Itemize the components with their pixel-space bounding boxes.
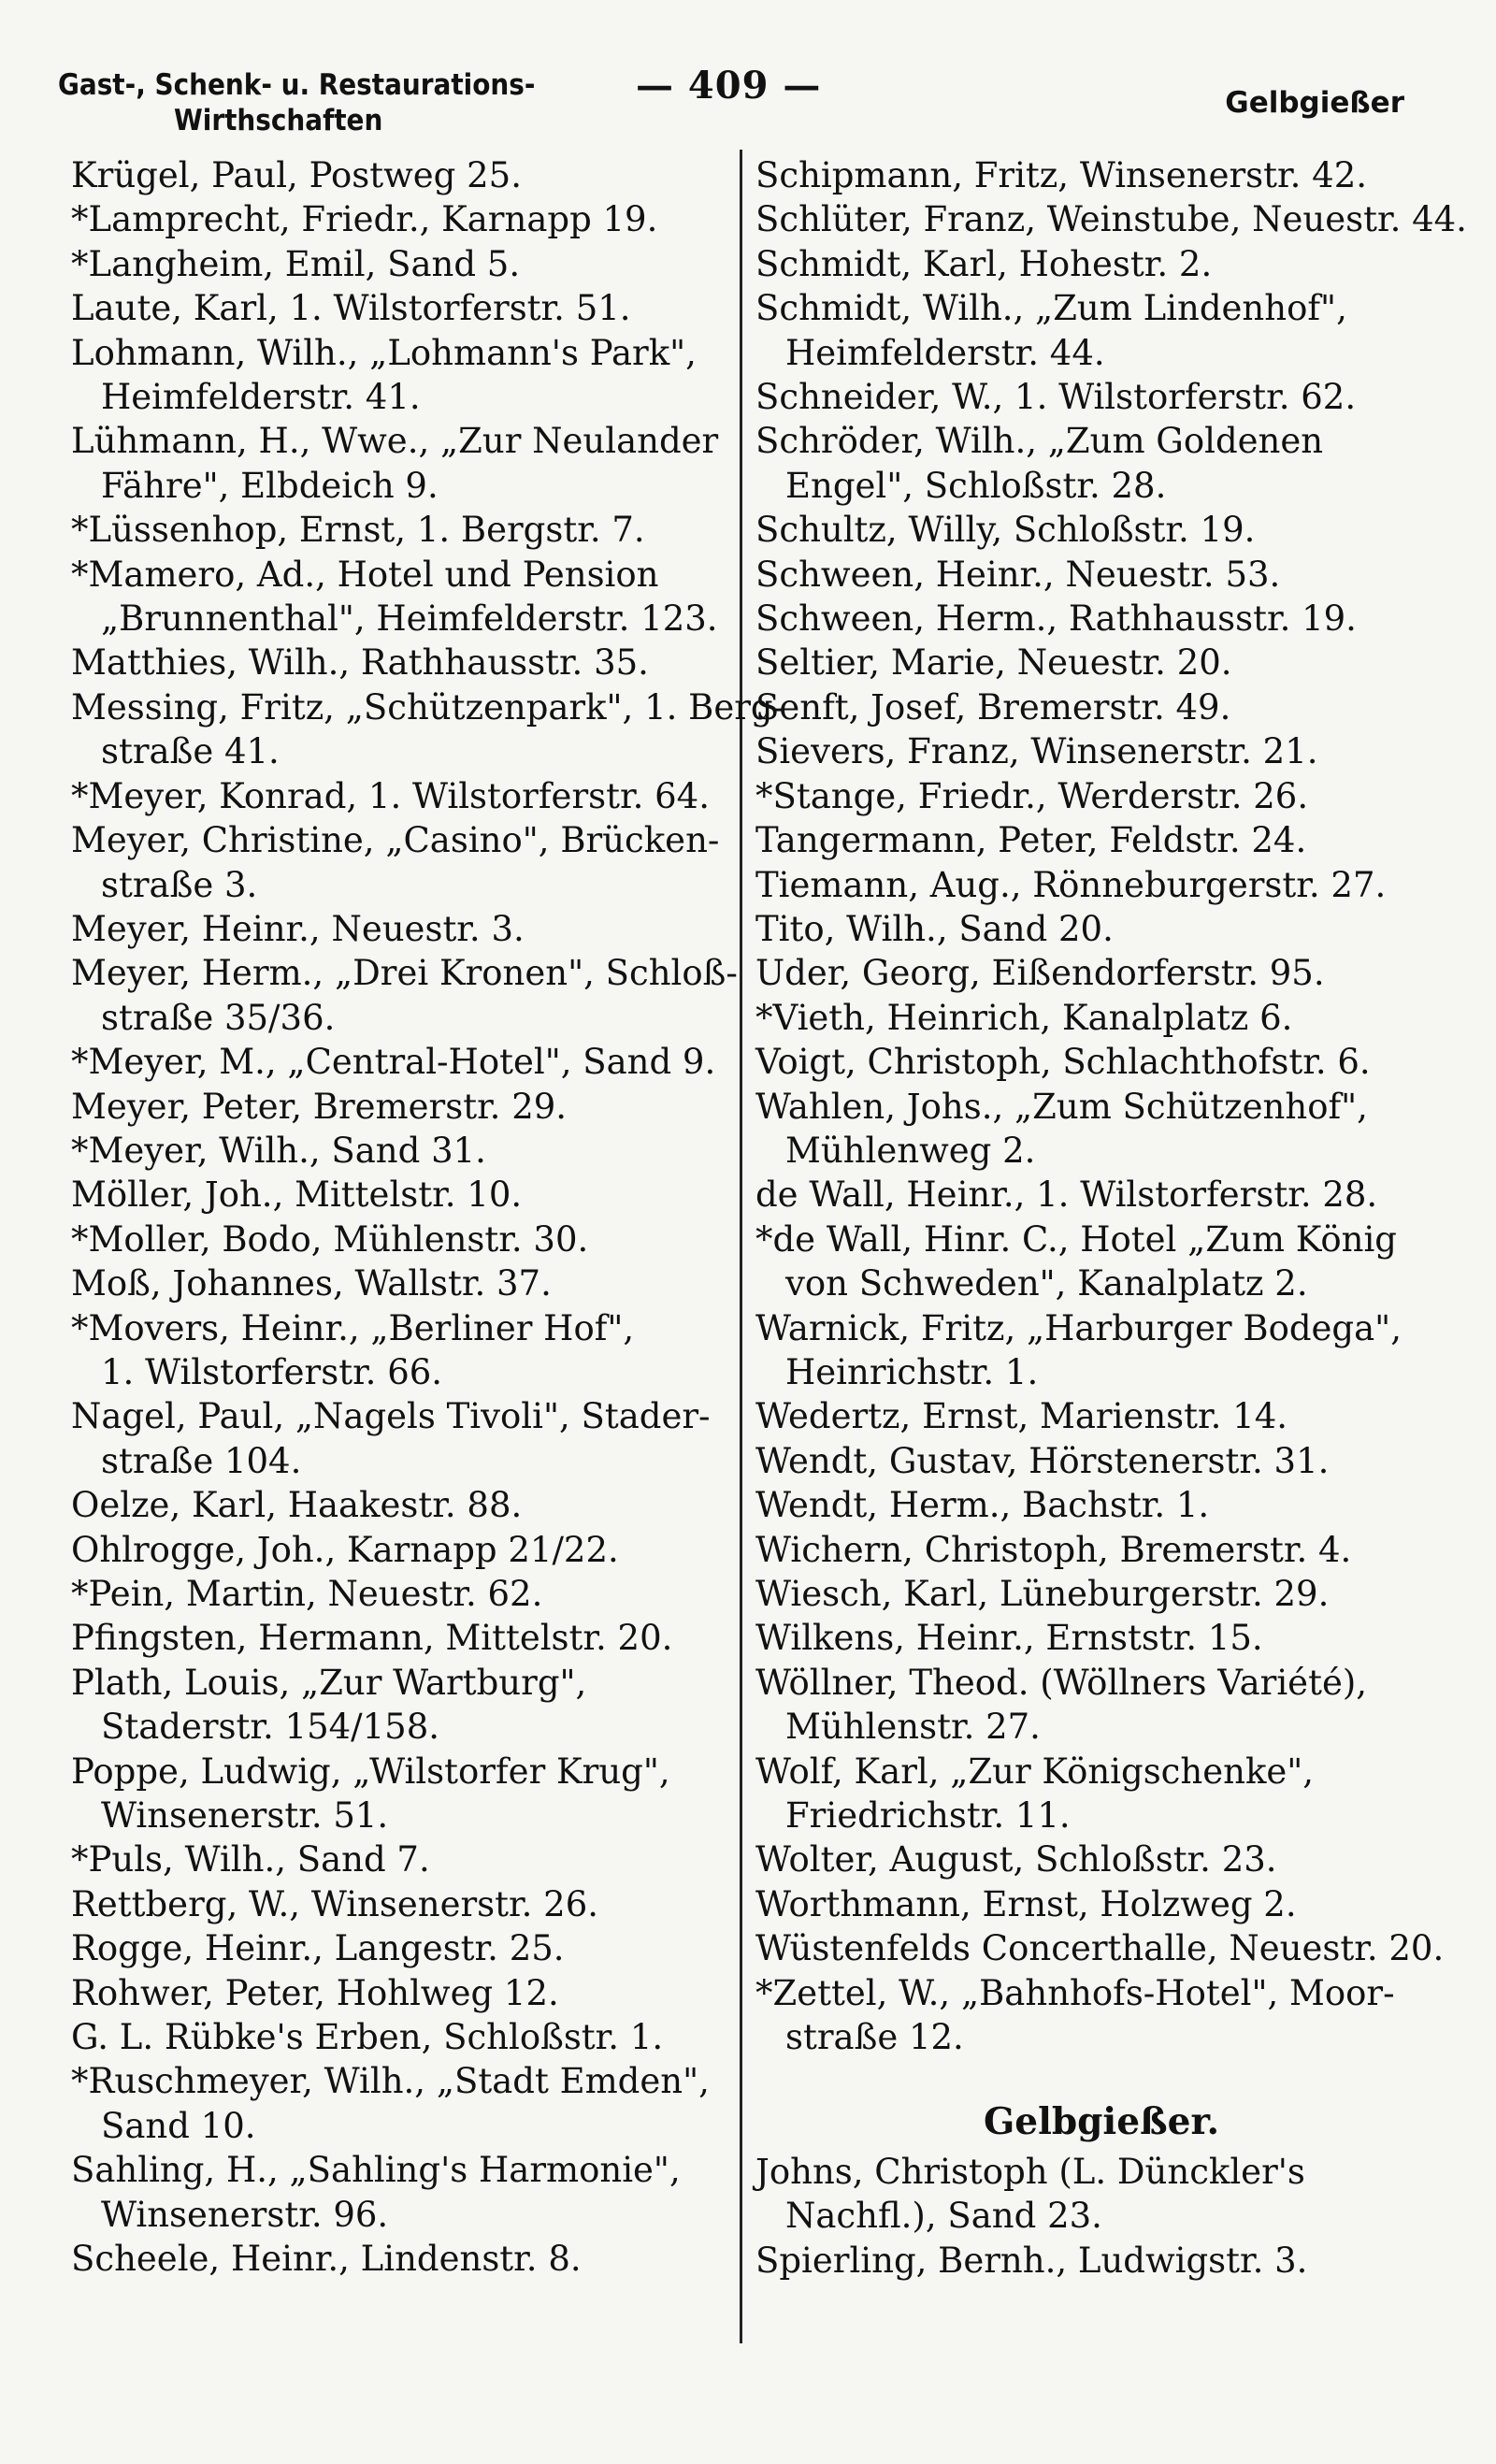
entry-text: Wüstenfelds Concerthalle, Neuestr. 20. xyxy=(755,1928,1445,1969)
directory-entry xyxy=(71,2059,744,2148)
directory-entry xyxy=(71,774,744,818)
directory-entry xyxy=(755,197,1467,241)
directory-entry xyxy=(71,508,744,552)
section-heading: Gelbgießer. xyxy=(983,2100,1220,2144)
directory-entry xyxy=(755,951,1431,995)
directory-entry xyxy=(755,1085,1431,1174)
directory-entry xyxy=(755,2150,1431,2239)
running-head-line-2: Wirthschaften xyxy=(174,104,383,137)
entry-text: Senft, Josef, Bremerstr. 49. xyxy=(755,686,1231,728)
entry-text: Meyer, Peter, Bremerstr. 29. xyxy=(71,1086,568,1127)
directory-entry xyxy=(755,1616,1431,1660)
directory-entry xyxy=(755,242,1431,286)
entry-continuation: 1. Wilstorferstr. 66. xyxy=(101,1351,443,1392)
entry-text: Meyer, Heinr., Neuestr. 3. xyxy=(71,908,525,949)
directory-entry xyxy=(71,553,744,641)
entry-text: *Puls, Wilh., Sand 7. xyxy=(71,1839,430,1880)
entry-text: Wedertz, Ernst, Marienstr. 14. xyxy=(755,1396,1288,1437)
entry-text: Uder, Georg, Eißendorferstr. 95. xyxy=(755,953,1325,994)
directory-entry xyxy=(755,1837,1431,1881)
entry-text: *Moller, Bodo, Mühlenstr. 30. xyxy=(71,1218,589,1260)
entry-continuation: Mühlenweg 2. xyxy=(785,1130,1036,1171)
right-column-entries xyxy=(755,153,1467,2059)
entry-continuation: straße 12. xyxy=(785,2017,964,2058)
directory-entry xyxy=(71,1173,744,1217)
entry-text: Lohmann, Wilh., „Lohmann's Park", xyxy=(71,332,697,373)
entry-text: Wiesch, Karl, Lüneburgerstr. 29. xyxy=(755,1574,1330,1614)
directory-entry xyxy=(755,1394,1431,1438)
directory-entry xyxy=(755,1040,1431,1084)
page-number: — 409 — xyxy=(636,64,822,108)
directory-entry xyxy=(755,2239,1431,2283)
entry-text: Sievers, Franz, Winsenerstr. 21. xyxy=(755,731,1318,772)
directory-entry xyxy=(71,1085,744,1129)
entry-continuation: Winsenerstr. 51. xyxy=(101,1795,389,1837)
entry-continuation: Winsenerstr. 96. xyxy=(101,2194,389,2235)
directory-entry xyxy=(71,331,744,420)
directory-entry xyxy=(755,553,1431,597)
section-entries xyxy=(755,2150,1431,2283)
entry-text: G. L. Rübke's Erben, Schloßstr. 1. xyxy=(71,2017,664,2058)
entry-text: *Mamero, Ad., Hotel und Pension xyxy=(71,554,659,595)
entry-text: Wolf, Karl, „Zur Königschenke", xyxy=(755,1751,1315,1792)
entry-continuation: Sand 10. xyxy=(101,2105,256,2146)
directory-entry xyxy=(71,1616,744,1660)
entry-text: *Stange, Friedr., Werderstr. 26. xyxy=(755,775,1309,816)
running-head-right: Gelbgießer xyxy=(1225,86,1404,120)
directory-entry xyxy=(755,1926,1445,1970)
entry-text: Seltier, Marie, Neuestr. 20. xyxy=(755,642,1232,684)
entry-continuation: straße 41. xyxy=(101,731,280,772)
directory-entry xyxy=(71,1040,744,1084)
directory-entry xyxy=(71,907,744,951)
directory-entry xyxy=(755,729,1431,773)
entry-text: *Pein, Martin, Neuestr. 62. xyxy=(71,1574,543,1614)
directory-entry xyxy=(755,1528,1431,1572)
entry-text: Schmidt, Wilh., „Zum Lindenhof", xyxy=(755,288,1347,329)
entry-text: Plath, Louis, „Zur Wartburg", xyxy=(71,1662,587,1703)
entry-text: *Ruschmeyer, Wilh., „Stadt Emden", xyxy=(71,2061,710,2102)
entry-continuation: Mühlenstr. 27. xyxy=(785,1707,1041,1748)
entry-text: Meyer, Herm., „Drei Kronen", Schloß- xyxy=(71,953,738,994)
directory-entry xyxy=(755,1971,1431,2060)
entry-text: Sahling, H., „Sahling's Harmonie", xyxy=(71,2150,681,2191)
directory-entry xyxy=(71,2237,744,2281)
directory-entry xyxy=(71,1971,744,2015)
entry-text: Laute, Karl, 1. Wilstorferstr. 51. xyxy=(71,288,631,329)
entry-text: Wendt, Herm., Bachstr. 1. xyxy=(755,1485,1210,1526)
entry-text: Moß, Johannes, Wallstr. 37. xyxy=(71,1263,552,1304)
directory-entry xyxy=(71,1837,744,1881)
entry-continuation: Heimfelderstr. 41. xyxy=(101,377,421,418)
entry-text: Wilkens, Heinr., Ernststr. 15. xyxy=(755,1618,1263,1659)
directory-entry xyxy=(755,1572,1431,1616)
directory-entry xyxy=(71,1750,744,1838)
entry-text: *Lüssenhop, Ernst, 1. Bergstr. 7. xyxy=(71,510,645,551)
directory-entry xyxy=(71,1394,744,1483)
directory-entry xyxy=(71,1926,744,1970)
entry-text: Warnick, Fritz, „Harburger Bodega", xyxy=(755,1307,1402,1348)
directory-entry xyxy=(755,1173,1431,1217)
directory-entry xyxy=(755,996,1431,1040)
entry-text: Lühmann, H., Wwe., „Zur Neulander xyxy=(71,421,719,462)
entry-text: Nagel, Paul, „Nagels Tivoli", Stader- xyxy=(71,1396,711,1437)
entry-text: Poppe, Ludwig, „Wilstorfer Krug", xyxy=(71,1751,670,1792)
directory-entry xyxy=(755,1750,1431,1838)
page-header xyxy=(0,0,1496,140)
entry-text: *Zettel, W., „Bahnhofs-Hotel", Moor- xyxy=(755,1972,1395,2013)
entry-text: *Vieth, Heinrich, Kanalplatz 6. xyxy=(755,997,1293,1038)
directory-entry xyxy=(71,286,744,330)
directory-entry xyxy=(71,951,744,1040)
directory-entry xyxy=(71,1572,744,1616)
entry-text: Schween, Herm., Rathhausstr. 19. xyxy=(755,598,1357,640)
directory-entry xyxy=(755,1439,1431,1483)
entry-text: de Wall, Heinr., 1. Wilstorferstr. 28. xyxy=(755,1174,1378,1216)
directory-entry xyxy=(755,1483,1431,1527)
directory-entry xyxy=(755,286,1431,375)
entry-text: Möller, Joh., Mittelstr. 10. xyxy=(71,1174,523,1216)
directory-entry xyxy=(71,1261,744,1305)
directory-entry xyxy=(755,1661,1431,1750)
entry-text: Worthmann, Ernst, Holzweg 2. xyxy=(755,1883,1297,1924)
left-column xyxy=(71,153,785,2282)
entry-text: Wöllner, Theod. (Wöllners Variété), xyxy=(755,1662,1368,1703)
entry-text: Schween, Heinr., Neuestr. 53. xyxy=(755,554,1281,595)
entry-text: Messing, Fritz, „Schützenpark", 1. Berg- xyxy=(71,686,785,728)
directory-entry xyxy=(71,2148,744,2237)
entry-continuation: Heinrichstr. 1. xyxy=(785,1351,1039,1392)
entry-continuation: Heimfelderstr. 44. xyxy=(785,332,1105,373)
entry-text: Schröder, Wilh., „Zum Goldenen xyxy=(755,421,1324,462)
directory-entry xyxy=(755,375,1431,419)
directory-entry xyxy=(71,1218,744,1261)
directory-entry xyxy=(71,153,744,197)
directory-entry xyxy=(71,1882,744,1926)
entry-text: Rogge, Heinr., Langestr. 25. xyxy=(71,1928,565,1969)
directory-entry xyxy=(71,419,744,508)
directory-entry xyxy=(71,685,785,774)
entry-text: Ohlrogge, Joh., Karnapp 21/22. xyxy=(71,1529,619,1570)
entry-text: *Movers, Heinr., „Berliner Hof", xyxy=(71,1307,635,1348)
directory-entry xyxy=(71,2015,744,2059)
directory-entry xyxy=(755,818,1431,862)
entry-text: Schneider, W., 1. Wilstorferstr. 62. xyxy=(755,377,1357,418)
entry-continuation: straße 104. xyxy=(101,1440,302,1481)
entry-text: Spierling, Bernh., Ludwigstr. 3. xyxy=(755,2240,1308,2281)
entry-text: *Meyer, Konrad, 1. Wilstorferstr. 64. xyxy=(71,775,710,816)
entry-continuation: straße 35/36. xyxy=(101,997,336,1038)
directory-entry xyxy=(71,1661,744,1750)
directory-entry xyxy=(755,508,1431,552)
directory-entry xyxy=(71,1483,744,1527)
entry-text: Schlüter, Franz, Weinstube, Neuestr. 44. xyxy=(755,199,1467,240)
entry-continuation: Engel", Schloßstr. 28. xyxy=(785,465,1167,506)
entry-continuation: Staderstr. 154/158. xyxy=(101,1707,440,1748)
directory-entry xyxy=(755,774,1431,818)
entry-continuation: Fähre", Elbdeich 9. xyxy=(101,465,439,506)
entry-continuation: straße 3. xyxy=(101,864,258,905)
entry-text: Johns, Christoph (L. Dünckler's xyxy=(755,2151,1305,2192)
entry-text: Matthies, Wilh., Rathhausstr. 35. xyxy=(71,642,649,684)
entry-text: *Lamprecht, Friedr., Karnapp 19. xyxy=(71,199,658,240)
entry-text: Wolter, August, Schloßstr. 23. xyxy=(755,1839,1277,1880)
entry-text: Voigt, Christoph, Schlachthofstr. 6. xyxy=(755,1042,1371,1083)
entry-continuation: „Brunnenthal", Heimfelderstr. 123. xyxy=(101,598,718,640)
entry-text: Krügel, Paul, Postweg 25. xyxy=(71,155,522,195)
entry-text: Schipmann, Fritz, Winsenerstr. 42. xyxy=(755,155,1368,195)
entry-continuation: von Schweden", Kanalplatz 2. xyxy=(785,1263,1308,1304)
entry-text: Schultz, Willy, Schloßstr. 19. xyxy=(755,510,1256,551)
entry-text: Oelze, Karl, Haakestr. 88. xyxy=(71,1485,523,1526)
entry-text: Tangermann, Peter, Feldstr. 24. xyxy=(755,820,1307,861)
entry-text: Rettberg, W., Winsenerstr. 26. xyxy=(71,1883,598,1924)
entry-text: Scheele, Heinr., Lindenstr. 8. xyxy=(71,2239,582,2280)
directory-entry xyxy=(755,1882,1431,1926)
directory-entry xyxy=(755,685,1431,729)
entry-text: Tiemann, Aug., Rönneburgerstr. 27. xyxy=(755,864,1387,905)
directory-entry xyxy=(71,641,744,684)
directory-entry xyxy=(755,1218,1431,1306)
entry-continuation: Nachfl.), Sand 23. xyxy=(785,2196,1102,2237)
directory-entry xyxy=(71,818,744,907)
directory-entry xyxy=(755,641,1431,684)
right-column xyxy=(755,153,1467,2283)
entry-text: *Meyer, Wilh., Sand 31. xyxy=(71,1130,486,1171)
entry-text: Wahlen, Johs., „Zum Schützenhof", xyxy=(755,1086,1368,1127)
directory-entry xyxy=(71,1129,744,1173)
entry-continuation: Friedrichstr. 11. xyxy=(785,1795,1071,1837)
entry-text: Wendt, Gustav, Hörstenerstr. 31. xyxy=(755,1440,1330,1481)
entry-text: *Meyer, M., „Central-Hotel", Sand 9. xyxy=(71,1042,716,1083)
directory-entry xyxy=(71,197,744,241)
directory-entry xyxy=(755,1306,1431,1395)
entry-text: Tito, Wilh., Sand 20. xyxy=(755,908,1114,949)
directory-entry xyxy=(755,597,1431,641)
directory-entry xyxy=(71,242,744,286)
entry-text: *de Wall, Hinr. C., Hotel „Zum König xyxy=(755,1218,1397,1260)
entry-text: Schmidt, Karl, Hohestr. 2. xyxy=(755,243,1213,284)
directory-entry xyxy=(71,1528,744,1572)
entry-text: *Langheim, Emil, Sand 5. xyxy=(71,243,521,284)
entry-text: Wichern, Christoph, Bremerstr. 4. xyxy=(755,1529,1352,1570)
running-head-left xyxy=(58,67,535,138)
directory-entry xyxy=(755,863,1431,907)
directory-entry xyxy=(755,907,1431,951)
directory-entry xyxy=(755,419,1431,508)
entry-text: Meyer, Christine, „Casino", Brücken- xyxy=(71,820,720,861)
entry-text: Rohwer, Peter, Hohlweg 12. xyxy=(71,1972,559,2013)
directory-entry xyxy=(71,1306,744,1395)
running-head-line-1: Gast-, Schenk- u. Restaurations- xyxy=(58,68,536,102)
entry-text: Pfingsten, Hermann, Mittelstr. 20. xyxy=(71,1618,673,1659)
directory-entry xyxy=(755,153,1431,197)
